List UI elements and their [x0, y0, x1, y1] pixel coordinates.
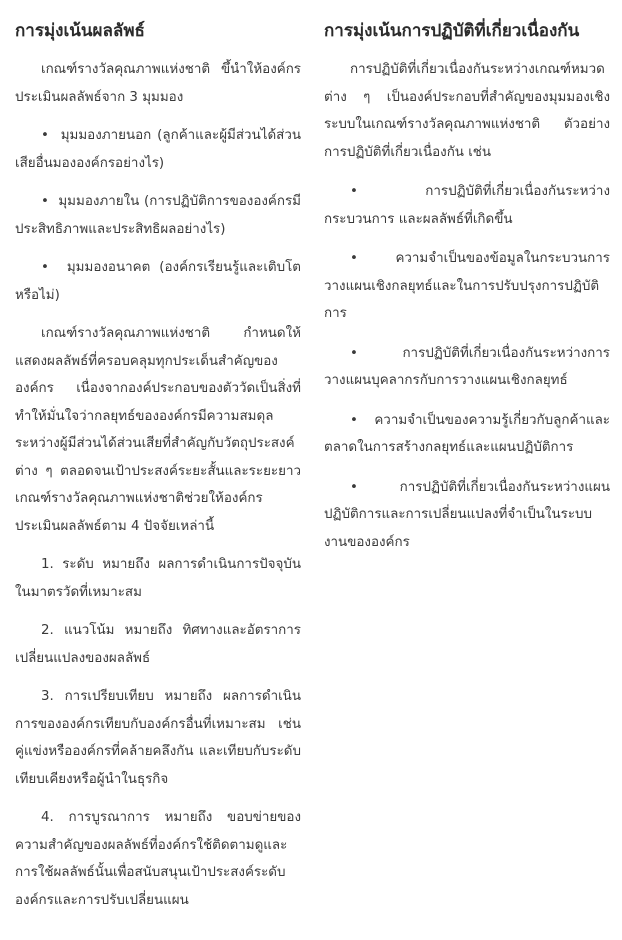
- intro-paragraph: เกณฑ์รางวัลคุณภาพแห่งชาติ ขึ้นำให้องค์กรประเมินผลลัพธ์จาก 3 มุมมอง: [15, 62, 301, 105]
- linkage-intro-paragraph: การปฏิบัติที่เกี่ยวเนื่องกันระหว่างเกณฑ์หมวดต่าง ๆ เป็นองค์ประกอบที่สำคัญของมุมมองเชิงระบบในเกณฑ์รางวัลคุณภาพแห่งชาติ ตัวอย่างการปฏิบัติที่เกี่ยวเนื่องกัน เช่น: [324, 62, 610, 160]
- factor-trends: 2. แนวโน้ม หมายถึง ทิศทางและอัตราการเปลี่ยนแปลงของผลลัพธ์: [15, 623, 301, 666]
- factor-integration: 4. การบูรณาการ หมายถึง ขอบข่ายของความสำคัญของผลลัพธ์ที่องค์กรใช้ติดตามดูและการใช้ผลลัพธ์นั้นเพื่อสนับสนุนเป้าประสงค์ระดับองค์กรและการปรับเปลี่ยนแผน: [15, 810, 301, 908]
- bullet-external-view: • มุมมองภายนอก (ลูกค้าและผู้มีส่วนได้ส่วนเสียอื่นมององค์กรอย่างไร): [15, 122, 301, 177]
- left-heading: การมุ่งเน้นผลลัพธ์: [15, 21, 145, 41]
- right-heading: การมุ่งเน้นการปฏิบัติที่เกี่ยวเนื่องกัน: [324, 21, 580, 41]
- bullet-action-plans: • การปฏิบัติที่เกี่ยวเนื่องกันระหว่างแผนปฏิบัติการและการเปลี่ยนแปลงที่จำเป็นในระบบงานขององค์กร: [324, 474, 610, 557]
- bullet-internal-view: • มุมมองภายใน (การปฏิบัติการขององค์กรมีประสิทธิภาพและประสิทธิผลอย่างไร): [15, 188, 301, 243]
- bullet-information-needs: • ความจำเป็นของข้อมูลในกระบวนการวางแผนเชิงกลยุทธ์และในการปรับปรุงการปฏิบัติการ: [324, 245, 610, 328]
- bullet-workforce-planning: • การปฏิบัติที่เกี่ยวเนื่องกันระหว่างการวางแผนบุคลากรกับการวางแผนเชิงกลยุทธ์: [324, 340, 610, 395]
- right-column: [324, 18, 610, 568]
- bullet-process-results: • การปฏิบัติที่เกี่ยวเนื่องกันระหว่างกระบวนการ และผลลัพธ์ที่เกิดขึ้น: [324, 178, 610, 233]
- bullet-future-view: • มุมมองอนาคต (องค์กรเรียนรู้และเติบโตหรือไม่): [15, 254, 301, 309]
- factor-levels: 1. ระดับ หมายถึง ผลการดำเนินการปัจจุบันในมาตรวัดที่เหมาะสม: [15, 557, 301, 600]
- results-paragraph: เกณฑ์รางวัลคุณภาพแห่งชาติ กำหนดให้แสดงผลลัพธ์ที่ครอบคลุมทุกประเด็นสำคัญขององค์กร เนื่องจากองค์ประกอบของตัววัดเป็นสิ่งที่ทำให้มั่นใจว่ากลยุทธ์ขององค์กรมีความสมดุลระหว่างผู้มีส่วนได้ส่วนเสียที่สำคัญกับวัตถุประสงค์ต่าง ๆ ตลอดจนเป้าประสงค์ระยะสั้นและระยะยาว เกณฑ์รางวัลคุณภาพแห่งชาติช่วยให้องค์กรประเมินผลลัพธ์ตาม 4 ปัจจัยเหล่านี้: [15, 326, 301, 534]
- left-column: [15, 18, 301, 925]
- factor-comparisons: 3. การเปรียบเทียบ หมายถึง ผลการดำเนินการขององค์กรเทียบกับองค์กรอื่นที่เหมาะสม เช่น คู่แข่งหรือองค์กรที่คล้ายคลึงกัน และเทียบกับระดับเทียบเคียงหรือผู้นำในธุรกิจ: [15, 689, 301, 787]
- bullet-customer-knowledge: • ความจำเป็นของความรู้เกี่ยวกับลูกค้าและตลาดในการสร้างกลยุทธ์และแผนปฏิบัติการ: [324, 407, 610, 462]
